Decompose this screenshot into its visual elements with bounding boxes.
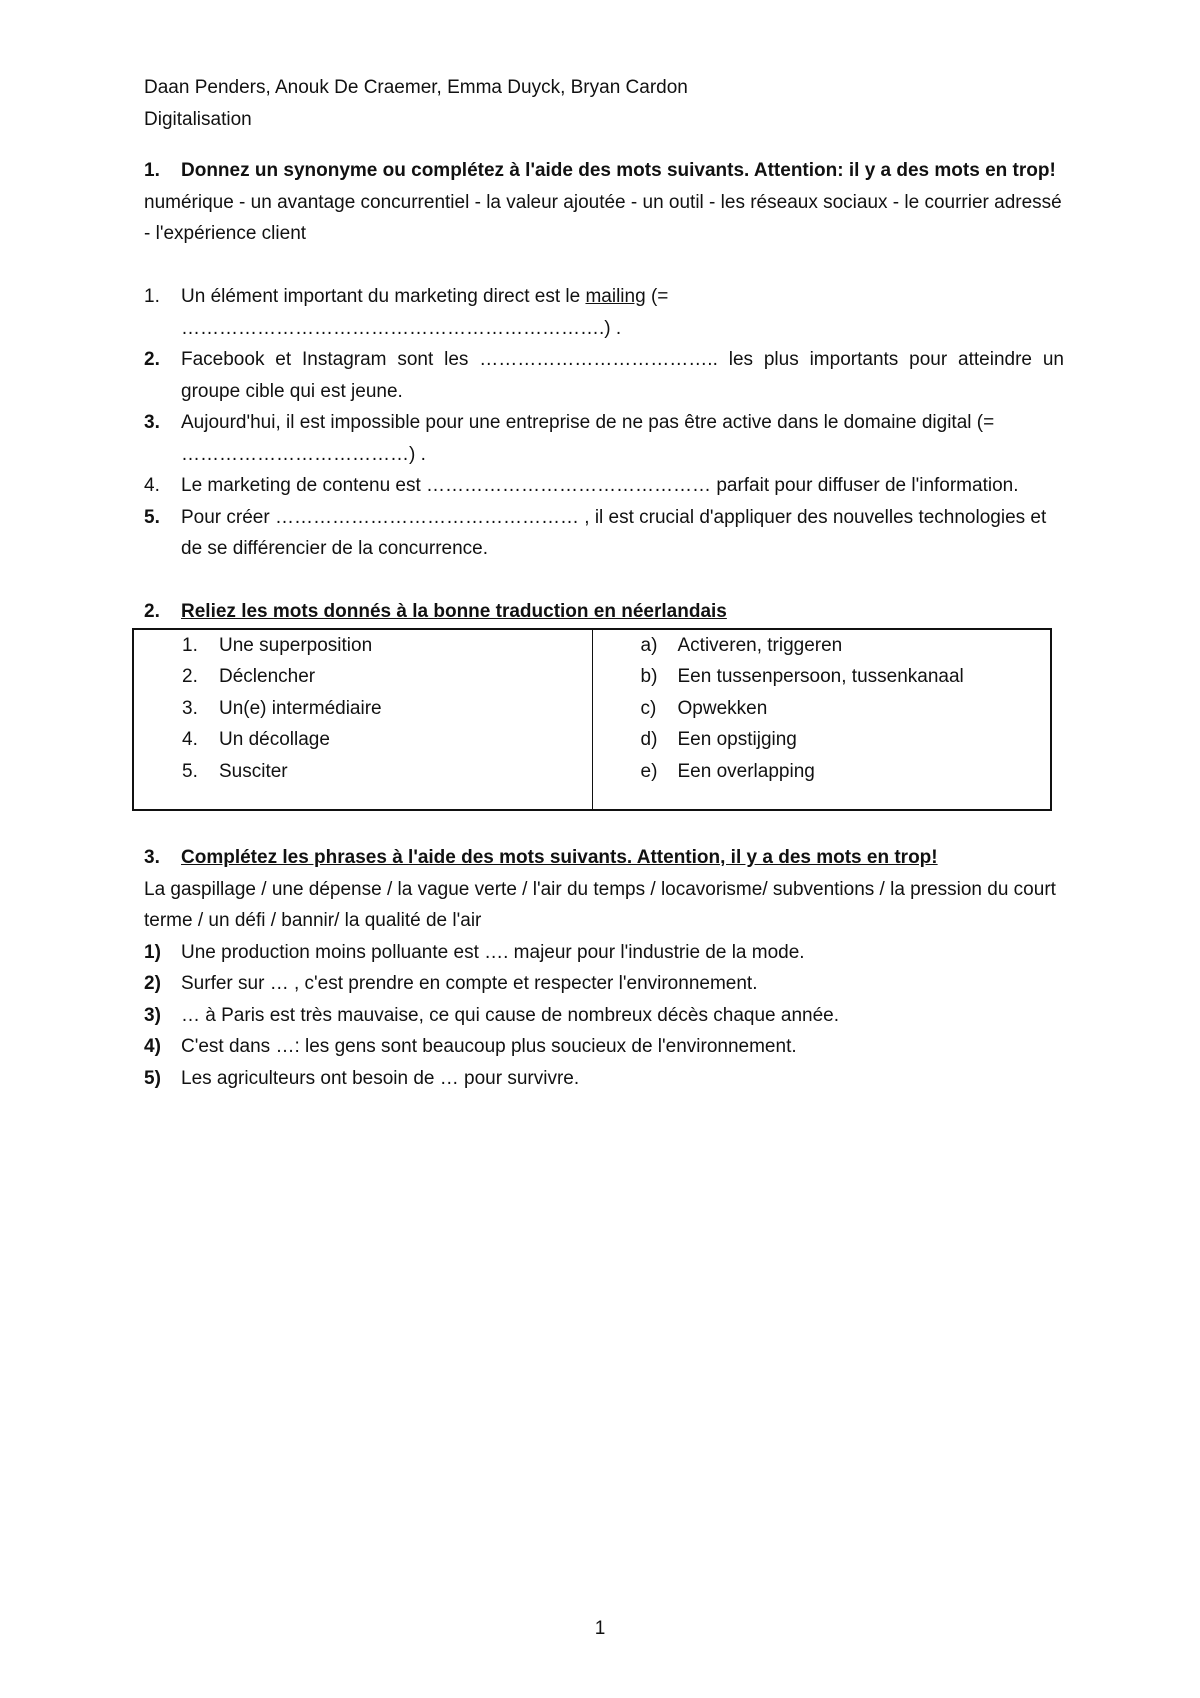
row-number: 2. xyxy=(182,666,198,687)
matching-table xyxy=(132,628,1052,811)
matching-french-column xyxy=(134,630,593,809)
section1-exercise-list xyxy=(144,281,1064,565)
row-text: Un décollage xyxy=(219,729,330,750)
item-text: Pour créer ………………………………………… , il est crucial d'appliquer des nouvelles technologies et de se différencier de la concurrence. xyxy=(181,506,1047,559)
section3-item-4 xyxy=(144,1031,1064,1063)
item-text: Facebook et Instagram sont les ……………………………….. les plus importants pour atteindre un groupe cible qui est jeune. xyxy=(181,349,1064,402)
row-number: 3. xyxy=(182,697,198,719)
row-number: 4. xyxy=(182,729,198,750)
item-number: 2. xyxy=(144,349,160,370)
row-text: Een tussenpersoon, tussenkanaal xyxy=(677,666,964,687)
matching-left-row-4 xyxy=(182,724,592,756)
matching-right-row-c xyxy=(641,693,1051,725)
row-number: 5. xyxy=(182,760,198,782)
matching-left-row-5 xyxy=(182,756,592,788)
subject-line: Digitalisation xyxy=(144,108,252,130)
section1-item-5 xyxy=(144,502,1064,565)
item-number: 3) xyxy=(144,1004,161,1026)
document-content xyxy=(144,72,1064,1094)
item-underlined-word: mailing xyxy=(585,286,646,307)
section2-heading xyxy=(144,596,1064,628)
row-letter: c) xyxy=(640,697,657,719)
row-text: Un(e) intermédiaire xyxy=(219,697,382,719)
item-text: Une production moins polluante est …. majeur pour l'industrie de la mode. xyxy=(181,941,805,963)
section2-title: Reliez les mots donnés à la bonne traduction en néerlandais xyxy=(181,601,727,622)
page-number: 1 xyxy=(594,1618,606,1639)
section1-title: Donnez un synonyme ou complétez à l'aide des mots suivants. Attention: il y a des mots en trop! xyxy=(181,160,1056,181)
matching-left-row-1 xyxy=(182,630,592,662)
item-number: 1) xyxy=(144,941,161,963)
item-text: Surfer sur … , c'est prendre en compte et respecter l'environnement. xyxy=(181,973,758,994)
section3-item-2 xyxy=(144,968,1064,1000)
section3-word-list: La gaspillage / une dépense / la vague verte / l'air du temps / locavorisme/ subventions / la pression du court terme / un défi / bannir/ la qualité de l'air xyxy=(144,878,1056,931)
authors-line: Daan Penders, Anouk De Craemer, Emma Duyck, Bryan Cardon xyxy=(144,77,688,98)
row-text: Susciter xyxy=(219,760,288,782)
matching-left-row-2 xyxy=(182,661,592,693)
item-number: 1. xyxy=(144,286,160,307)
section3-item-3 xyxy=(144,1000,1064,1032)
item-number: 4. xyxy=(144,475,160,496)
matching-left-row-3 xyxy=(182,693,592,725)
section3-heading xyxy=(144,842,1064,874)
section2-number: 2. xyxy=(144,601,160,622)
row-text: Opwekken xyxy=(677,697,768,719)
section1-item-2 xyxy=(144,344,1064,407)
matching-right-row-b xyxy=(641,661,1051,693)
row-letter: e) xyxy=(640,760,658,782)
row-letter: a) xyxy=(640,634,658,656)
section1-item-4 xyxy=(144,470,1064,502)
section1-word-list: numérique - un avantage concurrentiel - la valeur ajoutée - un outil - les réseaux sociaux - le courrier adressé - l'expérience client xyxy=(144,191,1062,244)
item-text: Les agriculteurs ont besoin de … pour survivre. xyxy=(181,1067,580,1089)
matching-right-row-e xyxy=(641,756,1051,788)
matching-right-row-a xyxy=(641,630,1051,662)
row-text: Activeren, triggeren xyxy=(677,634,843,656)
row-letter: b) xyxy=(640,666,658,687)
row-text: Een opstijging xyxy=(677,729,797,750)
item-number: 4) xyxy=(144,1036,161,1057)
section1-item-3 xyxy=(144,407,1064,470)
item-text: … à Paris est très mauvaise, ce qui cause de nombreux décès chaque année. xyxy=(181,1004,839,1026)
row-letter: d) xyxy=(640,729,658,750)
matching-right-row-d xyxy=(641,724,1051,756)
item-text-before: Un élément important du marketing direct est le xyxy=(181,286,586,307)
matching-dutch-column xyxy=(593,630,1051,809)
row-number: 1. xyxy=(182,634,198,656)
item-text xyxy=(181,281,1064,344)
item-text: Le marketing de contenu est ……………………………………… parfait pour diffuser de l'information. xyxy=(181,475,1019,496)
section1-heading xyxy=(144,155,1064,187)
row-text: Une superposition xyxy=(219,634,373,656)
item-text: Aujourd'hui, il est impossible pour une entreprise de ne pas être active dans le domaine digital (= ………………………………) . xyxy=(181,412,995,465)
section3-title: Complétez les phrases à l'aide des mots suivants. Attention, il y a des mots en trop! xyxy=(181,847,938,868)
section1-item-1 xyxy=(144,281,1064,344)
item-text: C'est dans …: les gens sont beaucoup plus soucieux de l'environnement. xyxy=(181,1036,797,1057)
item-number: 5) xyxy=(144,1067,161,1089)
item-number: 3. xyxy=(144,412,160,433)
row-text: Déclencher xyxy=(219,666,316,687)
item-text-after: (= ………………………………………………………….) . xyxy=(181,286,669,339)
section3-exercise-list xyxy=(144,937,1064,1095)
item-number: 2) xyxy=(144,973,161,994)
section3-item-5 xyxy=(144,1063,1064,1095)
section3-number: 3. xyxy=(144,847,160,868)
row-text: Een overlapping xyxy=(677,760,815,782)
section1-number: 1. xyxy=(144,160,160,181)
item-number: 5. xyxy=(144,506,160,528)
section3-item-1 xyxy=(144,937,1064,969)
